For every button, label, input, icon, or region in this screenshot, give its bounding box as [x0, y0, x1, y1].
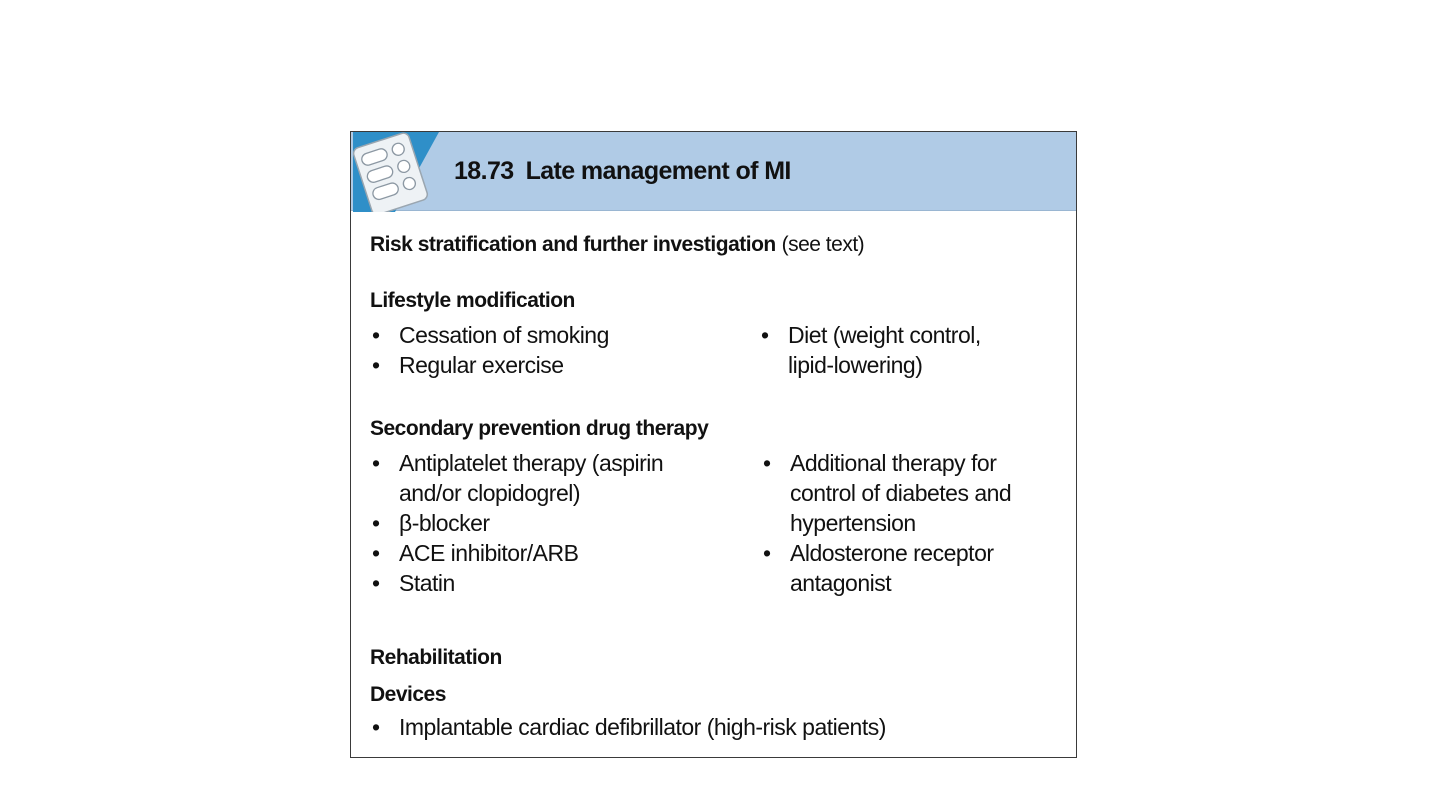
list-item: • Implantable cardiac defibrillator (high-risk patients): [372, 714, 886, 740]
list-item: • Aldosterone receptor antagonist: [763, 540, 994, 596]
lifestyle-right-list: [759, 320, 981, 380]
devices-heading: Devices: [370, 683, 446, 706]
box-title-text: Late management of MI: [525, 157, 791, 185]
bullet: •: [372, 570, 380, 596]
list-item: • Regular exercise: [372, 352, 564, 378]
bullet: •: [372, 352, 380, 378]
list-item: • Cessation of smoking: [372, 322, 609, 348]
devices-list: [370, 712, 886, 742]
box-header: [351, 132, 1076, 211]
list-item: • β-blocker: [372, 510, 490, 536]
lifestyle-left-list: [370, 320, 609, 380]
bullet: •: [372, 510, 380, 536]
bullet: •: [761, 322, 769, 348]
rehab-heading: Rehabilitation: [370, 646, 502, 669]
bullet: •: [372, 540, 380, 566]
lifestyle-heading: Lifestyle modification: [370, 289, 575, 312]
drugs-right-list: [761, 448, 1011, 598]
list-item: • Antiplatelet therapy (aspirin and/or clopidogrel): [372, 450, 664, 506]
box-title: [454, 157, 791, 186]
drugs-heading: Secondary prevention drug therapy: [370, 417, 709, 440]
bullet: •: [372, 322, 380, 348]
pill-blister-icon: [353, 132, 439, 212]
list-item: • ACE inhibitor/ARB: [372, 540, 579, 566]
box-number: 18.73: [454, 157, 514, 185]
list-item: • Statin: [372, 570, 455, 596]
info-box: [350, 131, 1077, 758]
list-item: • Diet (weight control, lipid-lowering): [761, 322, 981, 378]
bullet: •: [763, 540, 771, 566]
risk-note: (see text): [781, 233, 865, 256]
bullet: •: [763, 450, 771, 476]
risk-section: [370, 228, 864, 260]
risk-heading: Risk stratification and further investigation: [370, 233, 776, 256]
bullet: •: [372, 714, 380, 740]
list-item: • Additional therapy for control of diabetes and hypertension: [763, 450, 1012, 536]
bullet: •: [372, 450, 380, 476]
drugs-left-list: [370, 448, 663, 598]
